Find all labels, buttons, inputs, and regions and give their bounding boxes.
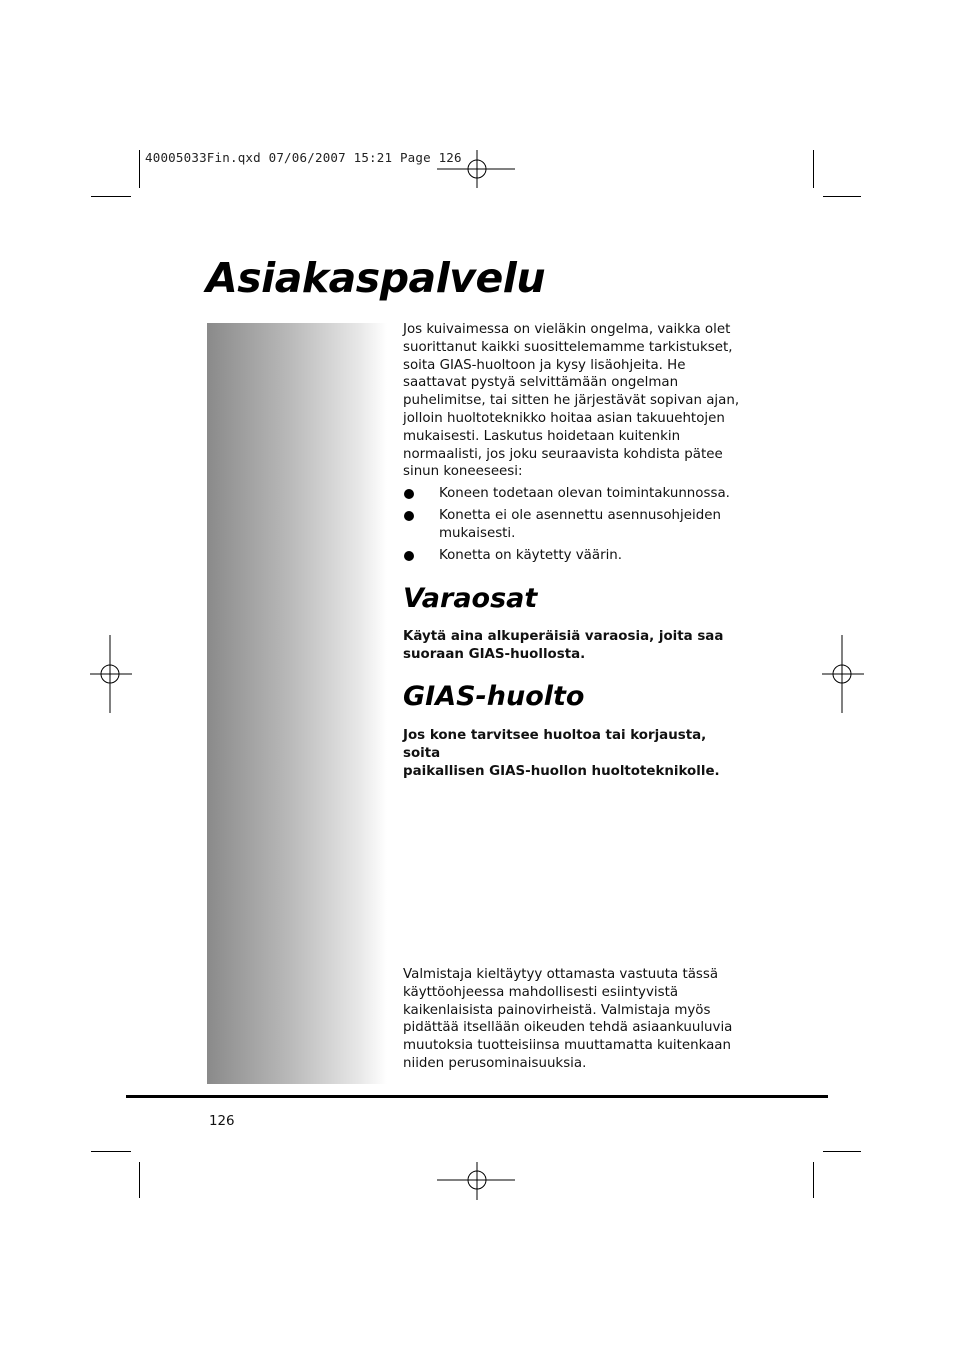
list-item: Koneen todetaan olevan toimintakunnossa. xyxy=(403,485,748,503)
page-number: 126 xyxy=(209,1114,235,1129)
registration-mark-icon xyxy=(90,635,132,713)
list-item: Konetta on käytetty väärin. xyxy=(403,547,748,565)
crop-mark xyxy=(823,1151,861,1152)
gias-huolto-text: Jos kone tarvitsee huoltoa tai korjausta, soita paikallisen GIAS-huollon huoltoteknikolle. xyxy=(403,728,720,779)
disclaimer-paragraph: Valmistaja kieltäytyy ottamasta vastuuta tässä käyttöohjeessa mahdollisesti esiintyvistä kaikenlaisista painovirheistä. Valmistaja myös pidättää itsellään oikeuden tehdä asiaankuuluvia muutoksia tuotteisiinsa muuttamatta kuitenkaan niiden perusominaisuuksia. xyxy=(403,967,733,1071)
registration-mark-icon xyxy=(822,635,864,713)
list-item: Konetta ei ole asennettu asennusohjeiden mukaisesti. xyxy=(403,507,748,543)
crop-mark xyxy=(91,1151,131,1152)
crop-mark xyxy=(813,150,814,188)
section-heading-varaosat: Varaosat xyxy=(403,583,538,614)
crop-mark xyxy=(91,196,131,197)
varaosat-text: Käytä aina alkuperäisiä varaosia, joita saa suoraan GIAS-huollosta. xyxy=(403,629,724,662)
footer-rule xyxy=(126,1095,828,1098)
crop-mark xyxy=(813,1162,814,1198)
conditions-list xyxy=(403,485,748,570)
side-gradient-bar xyxy=(207,323,387,1084)
bullet-icon xyxy=(404,489,414,499)
crop-mark xyxy=(139,150,140,188)
bullet-icon xyxy=(404,551,414,561)
print-slug: 40005033Fin.qxd 07/06/2007 15:21 Page 126 xyxy=(145,150,462,165)
page-title: Asiakaspalvelu xyxy=(206,254,546,302)
registration-mark-icon xyxy=(437,1160,517,1200)
section-heading-gias-huolto: GIAS-huolto xyxy=(403,681,585,712)
crop-mark xyxy=(139,1162,140,1198)
intro-paragraph: Jos kuivaimessa on vieläkin ongelma, vaikka olet suorittanut kaikki suosittelemamme tarkistukset, soita GIAS-huoltoon ja kysy lisäohjeita. He saattavat pystyä selvittämään ongelman puhelimitse, tai sitten he järjestävät sopivan ajan, jolloin huoltoteknikko hoitaa asian takuuehtojen mukaisesti. Laskutus hoidetaan kuitenkin normaalisti, jos joku seuraavista kohdista pätee sinun koneeseesi: xyxy=(403,322,740,480)
bullet-icon xyxy=(404,511,414,521)
crop-mark xyxy=(823,196,861,197)
registration-mark-icon xyxy=(437,150,517,190)
